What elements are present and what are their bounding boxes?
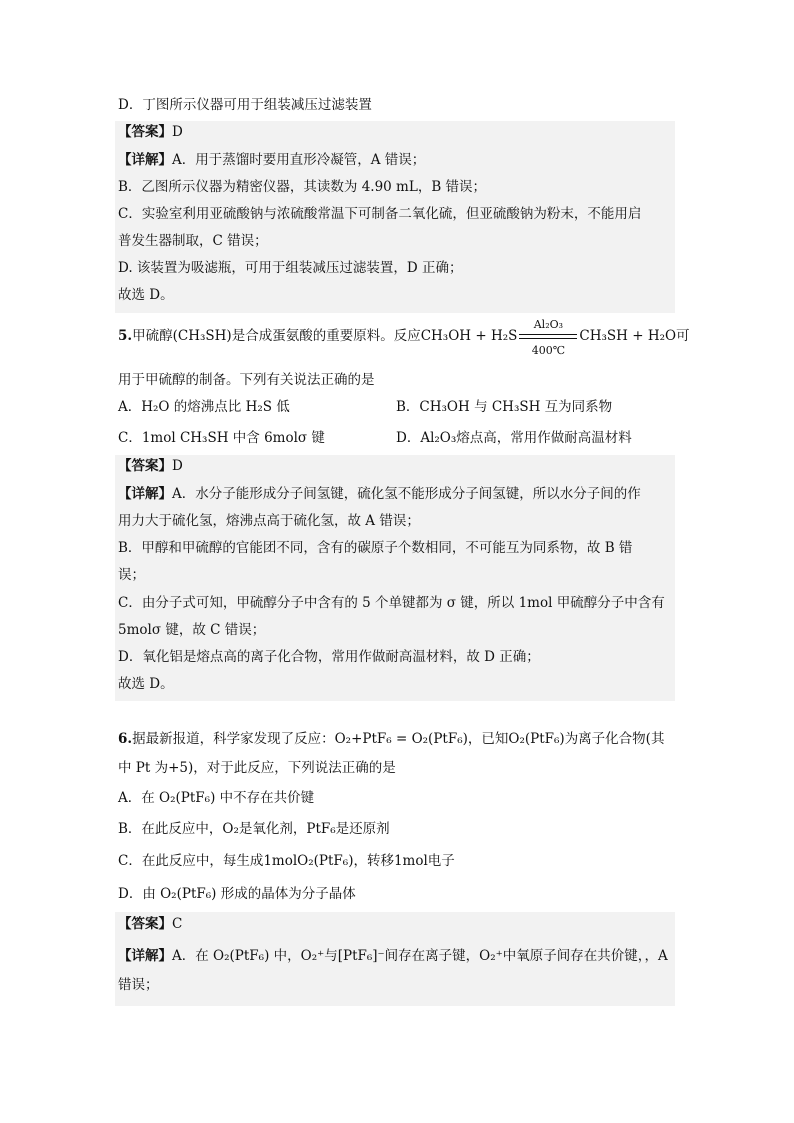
- detail-text: A．在 O₂(PtF₆) 中，O₂⁺与[PtF₆]⁻间存在离子键，O₂⁺中氧原子间存在共价键，，A: [172, 948, 668, 964]
- reaction-equation: O₂+PtF₆ = O₂(PtF₆): [334, 731, 468, 747]
- q4-detail-c2: 普发生器制取，C 错误；: [118, 233, 268, 249]
- q5-detail-c2: 5molσ 键，故 C 错误；: [118, 622, 266, 638]
- q6-stem-line2: 中 Pt 为+5)，对于此反应，下列说法正确的是: [118, 760, 396, 776]
- q4-option-d: D．丁图所示仪器可用于组装减压过滤装置: [118, 97, 372, 113]
- reaction-catalyst: Al₂O₃: [533, 318, 564, 331]
- stem-text: ，已知: [467, 731, 509, 747]
- answer-value: D: [172, 124, 183, 140]
- stem-text: 据最新报道，科学家发现了反应：: [132, 731, 335, 747]
- detail-text: A．用于蒸馏时要用直形冷凝管，A 错误；: [172, 152, 426, 168]
- q5-stem-line1: [118, 318, 690, 357]
- q6-answer-line: [118, 914, 182, 934]
- q6-option-b: B．在此反应中，O₂是氧化剂，PtF₆是还原剂: [118, 821, 390, 837]
- q5-option-a: A．H₂O 的熔沸点比 H₂S 低: [118, 399, 290, 415]
- q6-option-d: D．由 O₂(PtF₆) 形成的晶体为分子晶体: [118, 886, 356, 902]
- stem-text: 为离子化合物(其: [564, 731, 665, 747]
- q5-conclusion: 故选 D。: [118, 676, 174, 692]
- stem-text: 可: [676, 328, 690, 344]
- stem-text: 甲硫醇(: [132, 328, 178, 344]
- q5-stem-line2: 用于甲硫醇的制备。下列有关说法正确的是: [118, 372, 375, 388]
- detail-label: 【详解】: [118, 152, 172, 168]
- q5-answer-line: [118, 456, 183, 476]
- formula: CH₃SH: [177, 328, 227, 344]
- detail-label: 【详解】: [118, 948, 172, 964]
- q5-detail-a1: [118, 484, 641, 504]
- q6-detail-a2: 错误；: [118, 977, 159, 993]
- q6-stem-line1: [118, 729, 664, 749]
- answer-label: 【答案】: [118, 458, 172, 474]
- reaction-reactants: CH₃OH + H₂S: [420, 328, 518, 344]
- q4-detail-c1: C．实验室利用亚硫酸钠与浓硫酸常温下可制备二氧化硫，但亚硫酸钠为粉末，不能用启: [118, 206, 642, 222]
- q4-detail-a: [118, 150, 425, 170]
- answer-value: D: [172, 458, 183, 474]
- q5-detail-c1: C．由分子式可知，甲硫醇分子中含有的 5 个单键都为 σ 键，所以 1mol 甲硫醇分子中含有: [118, 595, 665, 611]
- q4-answer-line: [118, 122, 183, 142]
- answer-label: 【答案】: [118, 124, 172, 140]
- reaction-products: CH₃SH + H₂O: [579, 328, 677, 344]
- q6-option-c: C．在此反应中，每生成1molO₂(PtF₆)，转移1mol电子: [118, 853, 455, 869]
- detail-text: A．水分子能形成分子间氢键，硫化氢不能形成分子间氢键，所以水分子间的作: [172, 486, 641, 502]
- q5-option-d: D．Al₂O₃熔点高，常用作做耐高温材料: [396, 430, 632, 446]
- q5-detail-a2: 用力大于硫化氢，熔沸点高于硫化氢，故 A 错误；: [118, 513, 420, 529]
- reaction-condition: 400℃: [531, 344, 566, 357]
- q5-detail-d: D．氧化铝是熔点高的离子化合物，常用作做耐高温材料，故 D 正确；: [118, 649, 540, 665]
- double-line: [519, 334, 577, 339]
- stem-text: )是合成蛋氨酸的重要原料。反应: [226, 328, 421, 344]
- q5-option-c: C．1mol CH₃SH 中含 6molσ 键: [118, 430, 325, 446]
- question-number: 5.: [118, 328, 133, 344]
- detail-label: 【详解】: [118, 486, 172, 502]
- reaction-arrow: [517, 318, 579, 357]
- q5-detail-b1: B．甲醇和甲硫醇的官能团不同，含有的碳原子个数相同，不可能互为同系物，故 B 错: [118, 540, 633, 556]
- q6-detail-a1: [118, 946, 668, 966]
- question-number: 6.: [118, 731, 133, 747]
- q6-option-a: A．在 O₂(PtF₆) 中不存在共价键: [118, 790, 315, 806]
- q4-detail-d: D. 该装置为吸滤瓶，可用于组装减压过滤装置，D 正确；: [118, 260, 463, 276]
- q4-detail-b: B．乙图所示仪器为精密仪器，其读数为 4.90 mL，B 错误；: [118, 179, 487, 195]
- q4-conclusion: 故选 D。: [118, 287, 174, 303]
- formula: O₂(PtF₆): [508, 731, 565, 747]
- q5-option-b: B．CH₃OH 与 CH₃SH 互为同系物: [396, 399, 613, 415]
- answer-value: C: [172, 916, 183, 932]
- q5-detail-b2: 误；: [118, 567, 145, 583]
- answer-label: 【答案】: [118, 916, 172, 932]
